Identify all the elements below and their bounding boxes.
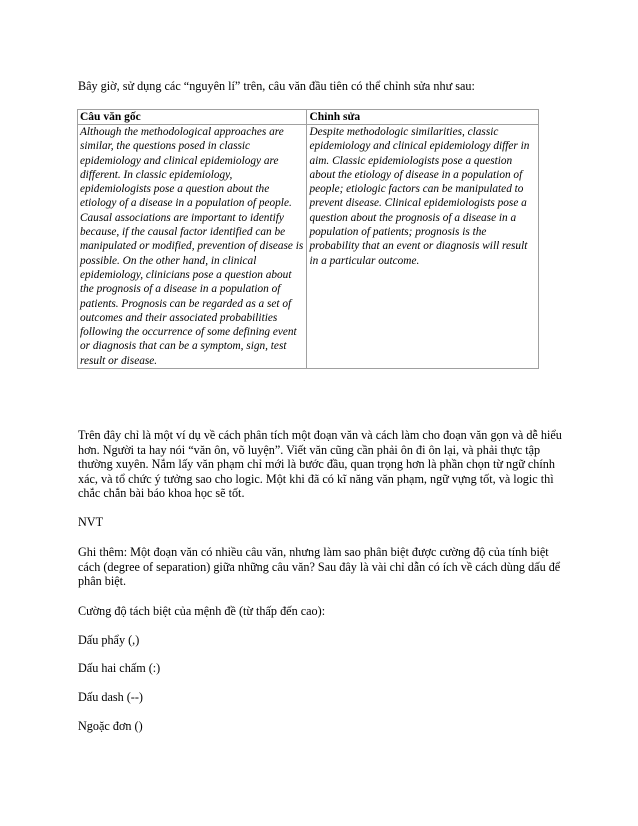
comparison-table	[77, 109, 539, 369]
table-header-row	[78, 110, 539, 125]
note-paragraph: Ghi thêm: Một đoạn văn có nhiều câu văn, nhưng làm sao phân biệt được cường độ của tính biệt cách (degree of separation) giữa những câu văn? Sau đây là vài chỉ dẫn có ích về cách dùng dấu để phân biệt.	[78, 545, 561, 589]
punctuation-item-comma: Dấu phẩy (,)	[78, 633, 140, 647]
intro-text: Bây giờ, sử dụng các “nguyên lí” trên, câu văn đầu tiên có thể chỉnh sửa như sau:	[78, 79, 475, 93]
analysis-paragraph: Trên đây chỉ là một ví dụ về cách phân tích một đoạn văn và cách làm cho đoạn văn gọn và dễ hiểu hơn. Người ta hay nói “văn ôn, võ luyện”. Viết văn cũng cần phải ôn đi ôn lại, và phải thực tập thường xuyên. Nắm lấy văn phạm chỉ mới là bước đầu, quan trọng hơn là phần chọn từ ngữ chính xác, và tổ chức ý tưởng sao cho logic. Một khi đã có kĩ năng văn phạm, ngữ vựng tốt, và logic thì chắc chắn bài báo khoa học sẽ tốt.	[78, 428, 562, 501]
punctuation-item-parentheses: Ngoặc đơn ()	[78, 719, 143, 733]
header-original: Câu văn gốc	[78, 110, 307, 125]
original-sentence: Although the methodological approaches are similar, the questions posed in classic epidemiology and clinical epidemiology are different. In classic epidemiology, epidemiologists pose a question about the etiology of a disease in a population of people. Causal associations are important to identify because, if the causal factor identified can be manipulated or modified, prevention of disease is possible. On the other hand, in clinical epidemiology, clinicians pose a question about the prognosis of a disease in a population of patients. Prognosis can be regarded as a set of outcomes and their associated probabilities following the occurrence of some defining event or diagnosis that can be a symptom, sign, test result or disease.	[78, 125, 307, 369]
revised-sentence: Despite methodologic similarities, classic epidemiology and clinical epidemiology differ in aim. Classic epidemiologists pose a question about the etiology of disease in a population of people; etiologic factors can be manipulated to prevent disease. Clinical epidemiologists pose a question about the prognosis of a disease in a population of patients; prognosis is the probability that an event or diagnosis will result in a particular outcome.	[307, 125, 539, 369]
punctuation-item-colon: Dấu hai chấm (:)	[78, 661, 161, 675]
header-revised: Chỉnh sửa	[307, 110, 539, 125]
separation-heading: Cường độ tách biệt của mệnh đề (từ thấp đến cao):	[78, 604, 326, 618]
punctuation-item-dash: Dấu dash (--)	[78, 690, 143, 704]
table-row	[78, 125, 539, 369]
signature: NVT	[78, 515, 104, 529]
